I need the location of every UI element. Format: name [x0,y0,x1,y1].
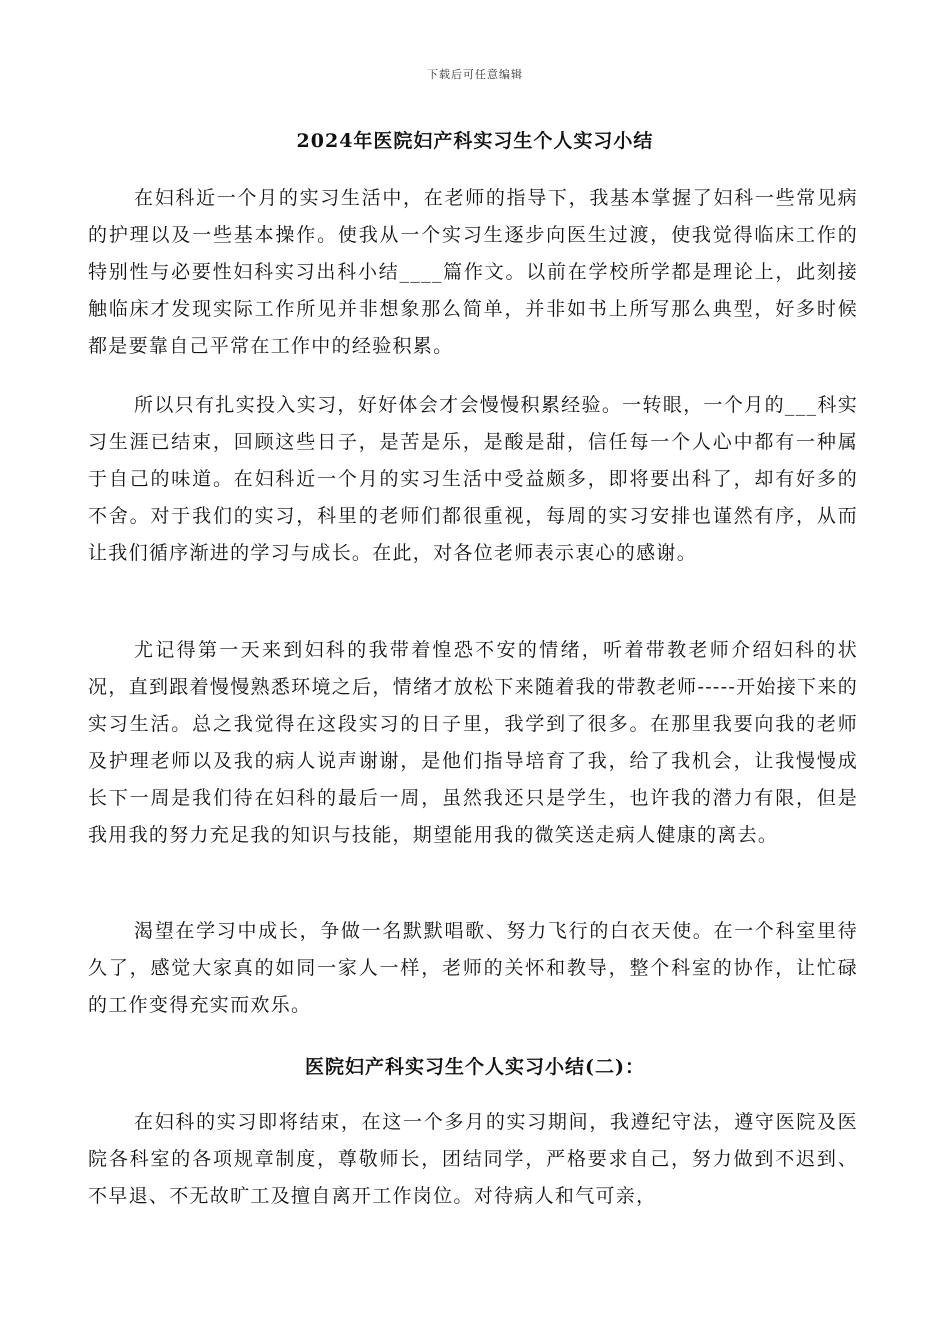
header-note: 下载后可任意编辑 [427,68,523,81]
document-title: 2024年医院妇产科实习生个人实习小结 [296,130,654,152]
paragraph: 在妇科近一个月的实习生活中，在老师的指导下，我基本掌握了妇科一些常见病的护理以及一些基本操作。使我从一个实习生逐步向医生过渡，使我觉得临床工作的特别性与必要性妇科实习出科小结____篇作文。以前在学校所学都是理论上，此刻接触临床才发现实际工作所见并非想象那么简单，并非如书上所写那么典型，好多时候都是要靠自己平常在工作中的经验积累。 [88,187,858,357]
section-title: 医院妇产科实习生个人实习小结(二)： [305,1056,645,1078]
paragraph: 渴望在学习中成长，争做一名默默唱歌、努力飞行的白衣天使。在一个科室里待久了，感觉大家真的如同一家人一样，老师的关怀和教导，整个科室的协作，让忙碌的工作变得充实而欢乐。 [88,920,858,1016]
paragraph: 所以只有扎实投入实习，好好体会才会慢慢积累经验。一转眼，一个月的___科实习生涯已结束，回顾这些日子，是苦是乐，是酸是甜，信任每一个人心中都有一种属于自己的味道。在妇科近一个月的实习生活中受益颇多，即将要出科了，却有好多的不舍。对于我们的实习，科里的老师们都很重视，每周的实习安排也谨然有序，从而让我们循序渐进的学习与成长。在此，对各位老师表示衷心的感谢。 [88,394,858,564]
paragraph: 在妇科的实习即将结束，在这一个多月的实习期间，我遵纪守法，遵守医院及医院各科室的各项规章制度，尊敬师长，团结同学，严格要求自己，努力做到不迟到、不早退、不无故旷工及擅自离开工作岗位。对待病人和气可亲， [88,1111,858,1207]
paragraph: 尤记得第一天来到妇科的我带着惶恐不安的情绪，听着带教老师介绍妇科的状况，直到跟着慢慢熟悉环境之后，情绪才放松下来随着我的带教老师-----开始接下来的实习生活。总之我觉得在这段实习的日子里，我学到了很多。在那里我要向我的老师及护理老师以及我的病人说声谢谢，是他们指导培育了我，给了我机会，让我慢慢成长下一周是我们待在妇科的最后一周，虽然我还只是学生，也许我的潜力有限，但是我用我的努力充足我的知识与技能，期望能用我的微笑送走病人健康的离去。 [88,639,858,846]
